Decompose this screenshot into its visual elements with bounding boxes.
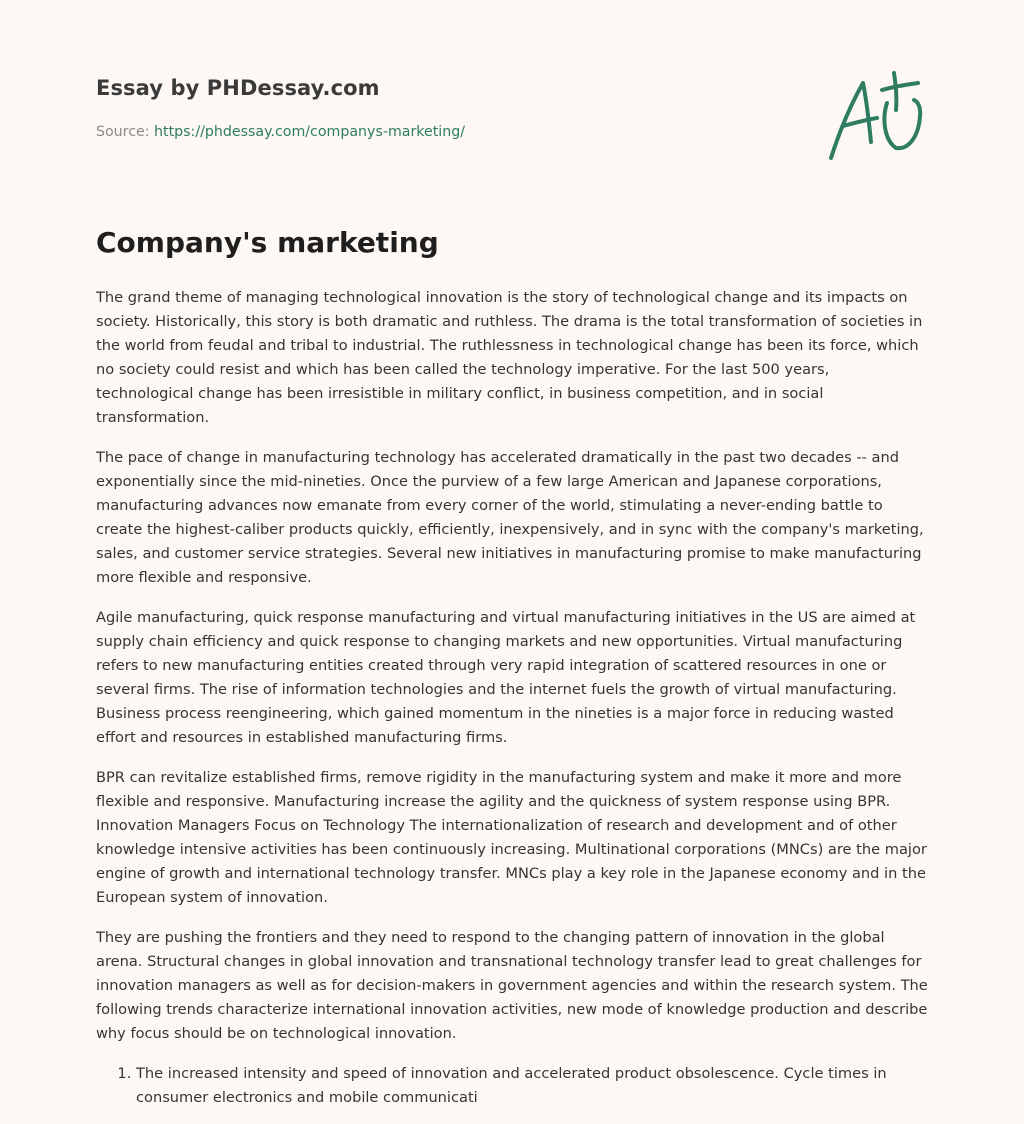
essay-paragraph: Agile manufacturing, quick response manufacturing and virtual manufacturing initiatives in the US are aimed at supply chain efficiency and quick response to changing markets and new opportunities. Virtual manufacturing refers to new manufacturing entities created through very rapid integration of scattered resources in one or several firms. The rise of information technologies and the internet fuels the growth of virtual manufacturing. Business process reengineering, which gained momentum in the nineties is a major force in reducing wasted effort and resources in established manufacturing firms.: [96, 609, 916, 746]
essay-body: [96, 286, 928, 1110]
essay-list: [96, 1062, 928, 1110]
essay-paragraph: The pace of change in manufacturing technology has accelerated dramatically in the past two decades -- and exponentially since the mid-nineties. Once the purview of a few large American and Japanese corporations, manufacturing advances now emanate from every corner of the world, stimulating a never-ending battle to create the highest-caliber products quickly, efficiently, inexpensively, and in sync with the company's marketing, sales, and customer service strategies. Several new initiatives in manufacturing promise to make manufacturing more flexible and responsive.: [96, 449, 924, 586]
source-link[interactable]: https://phdessay.com/companys-marketing/: [154, 124, 466, 140]
essay-paragraph: They are pushing the frontiers and they need to respond to the changing pattern of innovation in the global arena. Structural changes in global innovation and transnational technology transfer lead to great challenges for innovation managers as well as for decision-makers in government agencies and within the research system. The following trends characterize international innovation activities, new mode of knowledge production and describe why focus should be on technological innovation.: [96, 929, 928, 1042]
brand-title: Essay by PHDessay.com: [96, 76, 380, 100]
source-label: Source:: [96, 124, 150, 140]
essay-title: Company's marketing: [96, 226, 439, 259]
a-plus-logo-icon: [824, 68, 926, 164]
essay-paragraph: The grand theme of managing technological innovation is the story of technological change and its impacts on society. Historically, this story is both dramatic and ruthless. The drama is the total transformation of societies in the world from feudal and tribal to industrial. The ruthlessness in technological change has been its force, which no society could resist and which has been called the technology imperative. For the last 500 years, technological change has been irresistible in military conflict, in business competition, and in social transformation.: [96, 289, 923, 426]
source-line: [96, 124, 465, 140]
list-item: 1. The increased intensity and speed of innovation and accelerated product obsolescence. Cycle times in consumer electronics and mobile communicati: [136, 1062, 928, 1110]
essay-paragraph: BPR can revitalize established firms, remove rigidity in the manufacturing system and make it more and more flexible and responsive. Manufacturing increase the agility and the quickness of system response using BPR. Innovation Managers Focus on Technology The internationalization of research and development and of other knowledge intensive activities has been continuously increasing. Multinational corporations (MNCs) are the major engine of growth and international technology transfer. MNCs play a key role in the Japanese economy and in the European system of innovation.: [96, 769, 927, 906]
